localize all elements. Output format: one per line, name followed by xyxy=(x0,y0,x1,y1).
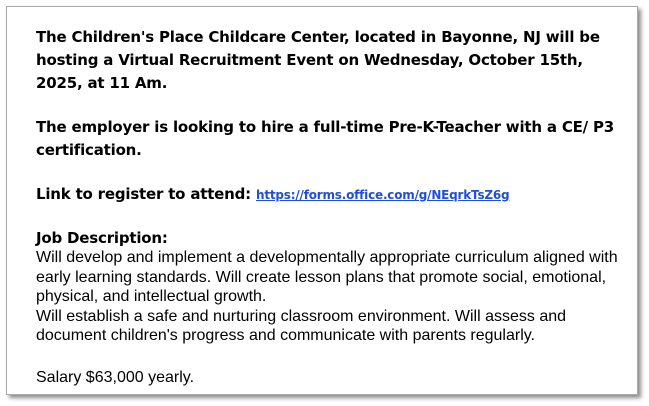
register-label: Link to register to attend: xyxy=(36,185,251,203)
job-description-heading: Job Description: xyxy=(36,229,168,247)
salary-text: Salary $63,000 yearly. xyxy=(36,369,195,386)
event-text: The Children's Place Childcare Center, located in Bayonne, NJ will be hosting a Virtual Recruitment Event on Wednesday, October 15th, 2025, at 11 Am. xyxy=(36,28,600,92)
hiring-text: The employer is looking to hire a full-time Pre-K-Teacher with a CE/ P3 certification. xyxy=(36,118,614,159)
job-description-paragraph-1: Will develop and implement a developmentally appropriate curriculum aligned with early learning standards. Will create lesson plans that promote social, emotional, physical, and intellectual growth. xyxy=(36,249,618,305)
announcement-content xyxy=(36,26,631,386)
announcement-card xyxy=(6,6,638,395)
register-line xyxy=(36,183,631,207)
job-description-paragraph-2: Will establish a safe and nurturing classroom environment. Will assess and document children's progress and communicate with parents regularly. xyxy=(36,307,567,344)
register-link[interactable]: https://forms.office.com/g/NEqrkTsZ6g xyxy=(256,188,510,202)
